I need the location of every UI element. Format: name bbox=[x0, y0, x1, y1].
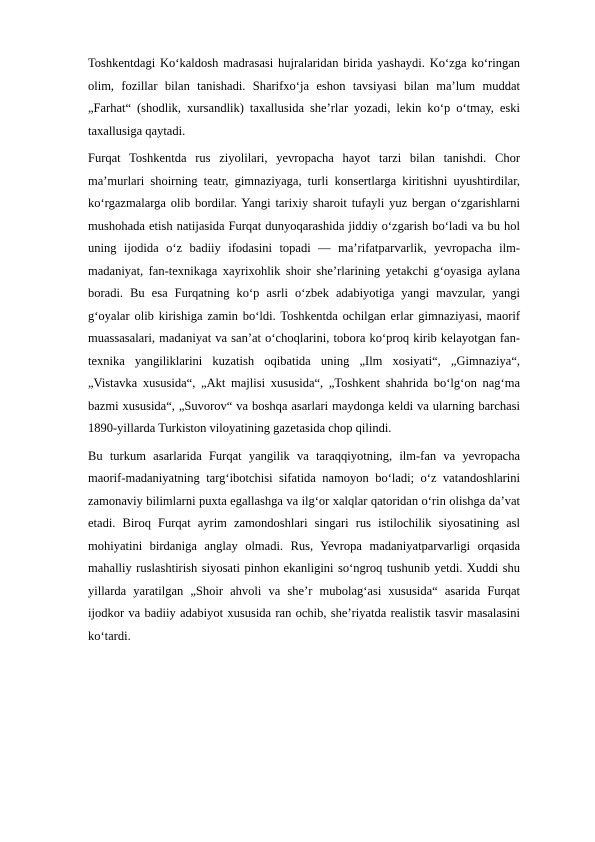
paragraph-3: Bu turkum asarlarida Furqat yangilik va taraqqiyotning, ilm-fan va yevropacha maorif-madaniyatning targ‘ibotchisi sifatida namoyon bo‘ladi; o‘z vatandoshlarini zamonaviy bilimlarni puxta egallashga va ilg‘or xalqlar qatoridan o‘rin olishga da’vat etadi. Biroq Furqat ayrim zamondoshlari singari rus istilochilik siyosatining asl mohiyatini birdaniga anglay olmadi. Rus, Yevropa madaniyatparvarligi orqasida mahalliy ruslashtirish siyosati pinhon ekanligini so‘ngroq tushunib yetdi. Xuddi shu yillarda yaratilgan „Shoir ahvoli va she’r mubolag‘asi xususida“ asarida Furqat ijodkor va badiiy adabiyot xususida ran ochib, she’riyatda realistik tasvir masalasini ko‘tardi. bbox=[88, 448, 520, 643]
document-page bbox=[88, 52, 520, 652]
paragraph-2: Furqat Toshkentda rus ziyolilari, yevropacha hayot tarzi bilan tanishdi. Chor ma’murlari shoirning teatr, gimnaziyaga, turli konsertlarga kiritishni uyushtirdilar, ko‘rgazmalarga olib bordilar. Yangi tarixiy sharoit tufayli yuz bergan o‘zgarishlarni mushohada etish natijasida Furqat dunyoqarashida jiddiy o‘zgarish bo‘ladi va bu hol uning ijodida o‘z badiiy ifodasini topadi — ma’rifatparvarlik, yevropacha ilm-madaniyat, fan-texnikaga xayrixohlik shoir she’rlarining yetakchi g‘oyasiga aylana boradi. Bu esa Furqatning ko‘p asrli o‘zbek adabiyotiga yangi mavzular, yangi g‘oyalar olib kirishiga zamin bo‘ldi. Toshkentda ochilgan erlar gimnaziyasi, maorif muassasalari, madaniyat va san’at o‘choqlarini, tobora ko‘proq kirib kelayotgan fan-texnika yangiliklarini kuzatish oqibatida uning „Ilm xosiyati“, „Gimnaziya“, „Vistavka xususida“, „Akt majlisi xususida“, „Toshkent shahrida bo‘lg‘on nag‘ma bazmi xususida“, „Suvorov“ va boshqa asarlari maydonga keldi va ularning barchasi 1890-yillarda Turkiston viloyatining gazetasida chop qilindi. bbox=[88, 151, 520, 435]
paragraph-1: Toshkentdagi Ko‘kaldosh madrasasi hujralaridan birida yashaydi. Ko‘zga ko‘ringan olim, fozillar bilan tanishadi. Sharifxo‘ja eshon tavsiyasi bilan ma’lum muddat „Farhat“ (shodlik, xursandlik) taxallusida she’rlar yozadi, lekin ko‘p o‘tmay, eski taxallusiga qaytadi. bbox=[88, 56, 520, 138]
